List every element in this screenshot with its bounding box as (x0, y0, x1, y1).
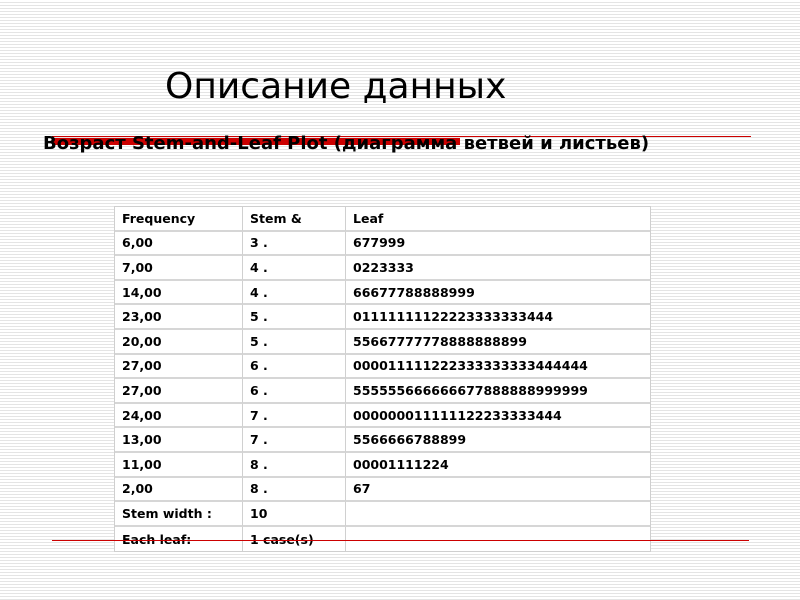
header-leaf: Leaf (346, 207, 650, 232)
leaf-cell: 0223333 (346, 256, 650, 281)
stem-width-value: 10 (243, 502, 346, 527)
header-frequency: Frequency (115, 207, 243, 232)
leaf-cell: 555555666666677888888999999 (346, 379, 650, 404)
stem-cell: 8 . (243, 478, 346, 503)
frequency-cell: 7,00 (115, 256, 243, 281)
frequency-cell: 13,00 (115, 428, 243, 453)
stem-cell: 4 . (243, 256, 346, 281)
frequency-cell: 23,00 (115, 305, 243, 330)
stem-cell: 4 . (243, 281, 346, 306)
table-row (115, 453, 650, 478)
slide-title: Описание данных (165, 66, 507, 107)
stem-cell: 5 . (243, 305, 346, 330)
table-row (115, 330, 650, 355)
leaf-cell: 5566666788899 (346, 428, 650, 453)
frequency-cell: 6,00 (115, 232, 243, 257)
table-row (115, 404, 650, 429)
red-divider-line-bottom (52, 540, 749, 541)
stem-cell: 7 . (243, 404, 346, 429)
stem-cell: 3 . (243, 232, 346, 257)
table-row (115, 232, 650, 257)
leaf-cell: 677999 (346, 232, 650, 257)
frequency-cell: 27,00 (115, 355, 243, 380)
stem-cell: 7 . (243, 428, 346, 453)
empty-cell (346, 502, 650, 527)
table-row (115, 428, 650, 453)
leaf-cell: 66677788888999 (346, 281, 650, 306)
frequency-cell: 11,00 (115, 453, 243, 478)
frequency-cell: 24,00 (115, 404, 243, 429)
table-row (115, 305, 650, 330)
frequency-cell: 14,00 (115, 281, 243, 306)
leaf-cell: 00001111224 (346, 453, 650, 478)
frequency-cell: 27,00 (115, 379, 243, 404)
stem-cell: 5 . (243, 330, 346, 355)
stem-cell: 6 . (243, 379, 346, 404)
slide-subtitle: Возраст Stem-and-Leaf Plot (диаграмма ветвей и листьев) (43, 133, 650, 154)
frequency-cell: 20,00 (115, 330, 243, 355)
table-row (115, 379, 650, 404)
leaf-cell: 000000011111122233333444 (346, 404, 650, 429)
stem-leaf-table (114, 206, 651, 552)
header-stem: Stem & (243, 207, 346, 232)
table-row (115, 478, 650, 503)
frequency-cell: 2,00 (115, 478, 243, 503)
stem-cell: 8 . (243, 453, 346, 478)
leaf-cell: 67 (346, 478, 650, 503)
leaf-cell: 000011111222333333333444444 (346, 355, 650, 380)
table-footer-row (115, 502, 650, 527)
table-row (115, 355, 650, 380)
stem-width-label: Stem width : (115, 502, 243, 527)
leaf-cell: 55667777778888888899 (346, 330, 650, 355)
table-row (115, 256, 650, 281)
stem-cell: 6 . (243, 355, 346, 380)
table-header-row (115, 207, 650, 232)
leaf-cell: 01111111122223333333444 (346, 305, 650, 330)
table-row (115, 281, 650, 306)
